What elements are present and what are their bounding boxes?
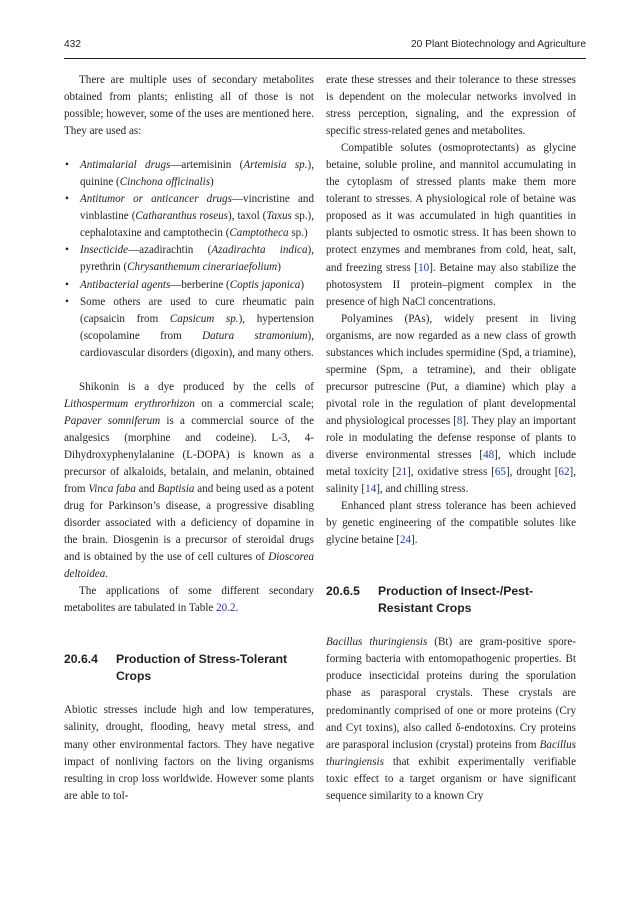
item-text: ), cardiovascular disorders (digoxin), and many others. — [80, 329, 314, 359]
shikonin-paragraph — [64, 379, 314, 584]
para-text: and — [135, 483, 158, 496]
page-number: 432 — [64, 39, 81, 50]
use-category: Insecticide — [80, 244, 129, 257]
species-name: Bacillus thuringiensis — [326, 636, 428, 649]
para-text: . — [235, 602, 239, 615]
species-name: Taxus — [266, 210, 292, 223]
citation-link[interactable]: 14 — [365, 483, 377, 496]
para-text: ], oxidative stress [ — [407, 466, 495, 479]
para-text: Compatible solutes (osmoprotectants) as glycine betaine, soluble proline, and mannitol accumulating in the cytoplasm of stressed plants make them more tolerant to stresses. A physiological role of betaine was proposed as it was accumulated in high quantities in plants subjected to osmotic stress. It has been shown to protect enzymes and membranes from cold, heat, salt, and freezing stress [ — [326, 142, 576, 274]
use-category: Antitumor or anticancer drugs — [80, 193, 232, 206]
species-name: Baptisia — [157, 483, 195, 496]
list-item — [64, 277, 314, 294]
citation-link[interactable]: 8 — [456, 414, 463, 427]
spacer — [64, 685, 314, 702]
use-category: Antibacterial agents — [80, 278, 171, 291]
table-reference-paragraph — [64, 583, 314, 617]
para-text: ], and chilling stress. — [376, 483, 469, 496]
section-title: Production of Insect-/Pest-Resistant Crops — [378, 584, 534, 616]
item-text: Some others are used to cure rheumatic pain (capsaicin from — [80, 295, 314, 325]
species-name: Dioscorea deltoidea — [64, 551, 314, 581]
item-text: —artemisinin ( — [170, 159, 244, 172]
spacer — [64, 617, 314, 634]
para-text: Enhanced plant stress tolerance has been achieved by genetic engineering of the compatible solutes like glycine betaine [ — [326, 500, 576, 547]
citation-link[interactable]: 65 — [494, 466, 506, 479]
para-text: ], drought [ — [505, 466, 559, 479]
use-category: Antimalarial drugs — [80, 159, 171, 172]
item-text: —berberine ( — [170, 278, 230, 291]
spacer — [64, 140, 314, 157]
para-text: ], which include metal toxicity [ — [326, 449, 576, 479]
spacer — [326, 566, 576, 583]
para-text: . — [105, 568, 109, 581]
right-column — [326, 72, 576, 805]
tolerance-paragraph: erate these stresses and their tolerance to these stresses is dependent on the molecular networks involved in stress perception, signaling, and the expression of specific stress-related genes and metabolites. — [326, 74, 576, 138]
citation-link[interactable]: 10 — [418, 261, 430, 274]
para-text: The applications of some different secondary metabolites are tabulated in Table — [64, 585, 314, 615]
species-name: Vinca faba — [88, 483, 136, 496]
bt-paragraph — [326, 634, 576, 804]
item-text: ), hypertension (scopolamine from — [80, 312, 315, 342]
citation-link[interactable]: 62 — [558, 466, 570, 479]
item-text: ), taxol ( — [228, 210, 267, 223]
section-heading-20-6-4 — [64, 651, 314, 685]
left-column — [64, 72, 314, 805]
spacer — [326, 617, 576, 634]
item-text: ) — [210, 176, 214, 189]
para-text: Shikonin is a dye produced by the cells of — [79, 380, 314, 393]
intro-paragraph: There are multiple uses of secondary metabolites obtained from plants; enlisting all of those is not possible; however, some of the uses are mentioned here. They are used as: — [64, 74, 314, 138]
header-rule — [64, 58, 586, 59]
running-header — [64, 39, 586, 55]
list-item — [64, 157, 314, 191]
para-text: (Bt) are gram-positive spore-forming bacteria with entomopathogenic properties. Bt produce insecticidal proteins during the sporulation phase as parasporal crystals. These crystals are predominantly comprised of one or more proteins (Cry and Cyt toxins), also called δ-endotoxins. Cry proteins are parasporal inclusion (crystal) proteins from — [326, 636, 576, 751]
item-text: ), pyrethrin ( — [80, 244, 314, 274]
species-name: Coptis japonica — [229, 278, 301, 291]
item-text: ) — [300, 278, 305, 291]
section-number: 20.6.5 — [326, 584, 360, 599]
citation-link[interactable]: 24 — [399, 534, 412, 547]
para-text: ]. They play an important role in modulating the defense response of plants to diverse environmental stresses [ — [326, 414, 576, 462]
item-text: sp.) — [288, 227, 308, 240]
species-name: Artemisia sp. — [243, 159, 308, 172]
spacer — [64, 634, 314, 651]
para-text: and being used as a potent drug for Parkinson’s disease, a progressive disabling disorder associated with a deficiency of dopamine in the brain. Diosgenin is a precursor of steroidal drugs and is obtained by the use of cell cultures of — [64, 483, 315, 564]
chapter-title: 20 Plant Biotechnology and Agriculture — [410, 39, 586, 50]
item-text: ) — [277, 261, 281, 274]
abiotic-stress-paragraph: Abiotic stresses include high and low temperatures, salinity, drought, flooding, heavy metal stress, and many other environmental factors. They have negative impact of nonliving factors on the living organisms resulting in crop loss worldwide. However some plants are able to tol- — [64, 704, 314, 802]
item-text: sp.), cephalotaxine and camptothecin ( — [80, 210, 314, 240]
section-number: 20.6.4 — [64, 652, 98, 667]
species-name: Catharanthus roseus — [135, 210, 228, 223]
table-link[interactable]: 20.2 — [216, 602, 236, 615]
para-text: ]. — [411, 534, 418, 547]
list-item — [64, 294, 314, 362]
osmoprotectants-paragraph — [326, 140, 576, 310]
item-text: —azadirachtin ( — [128, 244, 212, 257]
citation-link[interactable]: 21 — [396, 466, 408, 479]
para-text: on a commercial scale; — [194, 397, 315, 410]
section-heading-20-6-5 — [326, 583, 576, 617]
species-name: Lithospermum erythrorhizon — [64, 397, 195, 410]
para-text: ]. Betaine may also stabilize the photosystem II protein–pigment complex in the presence of high NaCl concentrations. — [326, 261, 576, 308]
species-name: Cinchona officinalis — [119, 176, 211, 189]
item-text: —vincristine and vinblastine ( — [80, 193, 314, 223]
species-name: Camptotheca — [229, 227, 289, 240]
spacer — [326, 549, 576, 566]
para-text: is a commercial source of the analgesics (morphine and codeine). L-3, 4-Dihydroxyphenylalanine (L-DOPA) is known as a precursor of alkaloids, betalain, and melanin, obtained from — [64, 414, 314, 496]
uses-list — [64, 157, 314, 362]
species-name: Datura stramonium — [202, 329, 308, 342]
genetic-engineering-paragraph — [326, 498, 576, 549]
item-text: ), quinine ( — [80, 159, 314, 189]
para-text: that exhibit experimentally verifiable toxic effect to a target organism or have significant sequence similarity to a known Cry — [326, 755, 576, 802]
list-item — [64, 191, 314, 242]
species-name: Bacillus thuringiensis — [326, 738, 576, 768]
section-title: Production of Stress-Tolerant Crops — [116, 652, 288, 684]
polyamines-paragraph — [326, 311, 576, 499]
species-name: Chrysanthemum cinerariaefolium — [127, 261, 278, 274]
species-name: Azadirachta indica — [211, 244, 308, 257]
para-text: ], salinity [ — [326, 466, 576, 496]
species-name: Capsicum sp. — [169, 312, 239, 325]
species-name: Papaver somniferum — [64, 414, 161, 427]
para-text: Polyamines (PAs), widely present in living organisms, are now regarded as a new class of growth substances which includes spermidine (Spd, a triamine), spermine (Spm, a tetramine), and their obligate precursor putrescine (Put, a diamine) which play a pivotal role in the regulation of plant developmental and physiological processes [ — [326, 312, 576, 427]
list-item — [64, 242, 314, 276]
citation-link[interactable]: 48 — [483, 449, 495, 462]
spacer — [64, 362, 314, 379]
